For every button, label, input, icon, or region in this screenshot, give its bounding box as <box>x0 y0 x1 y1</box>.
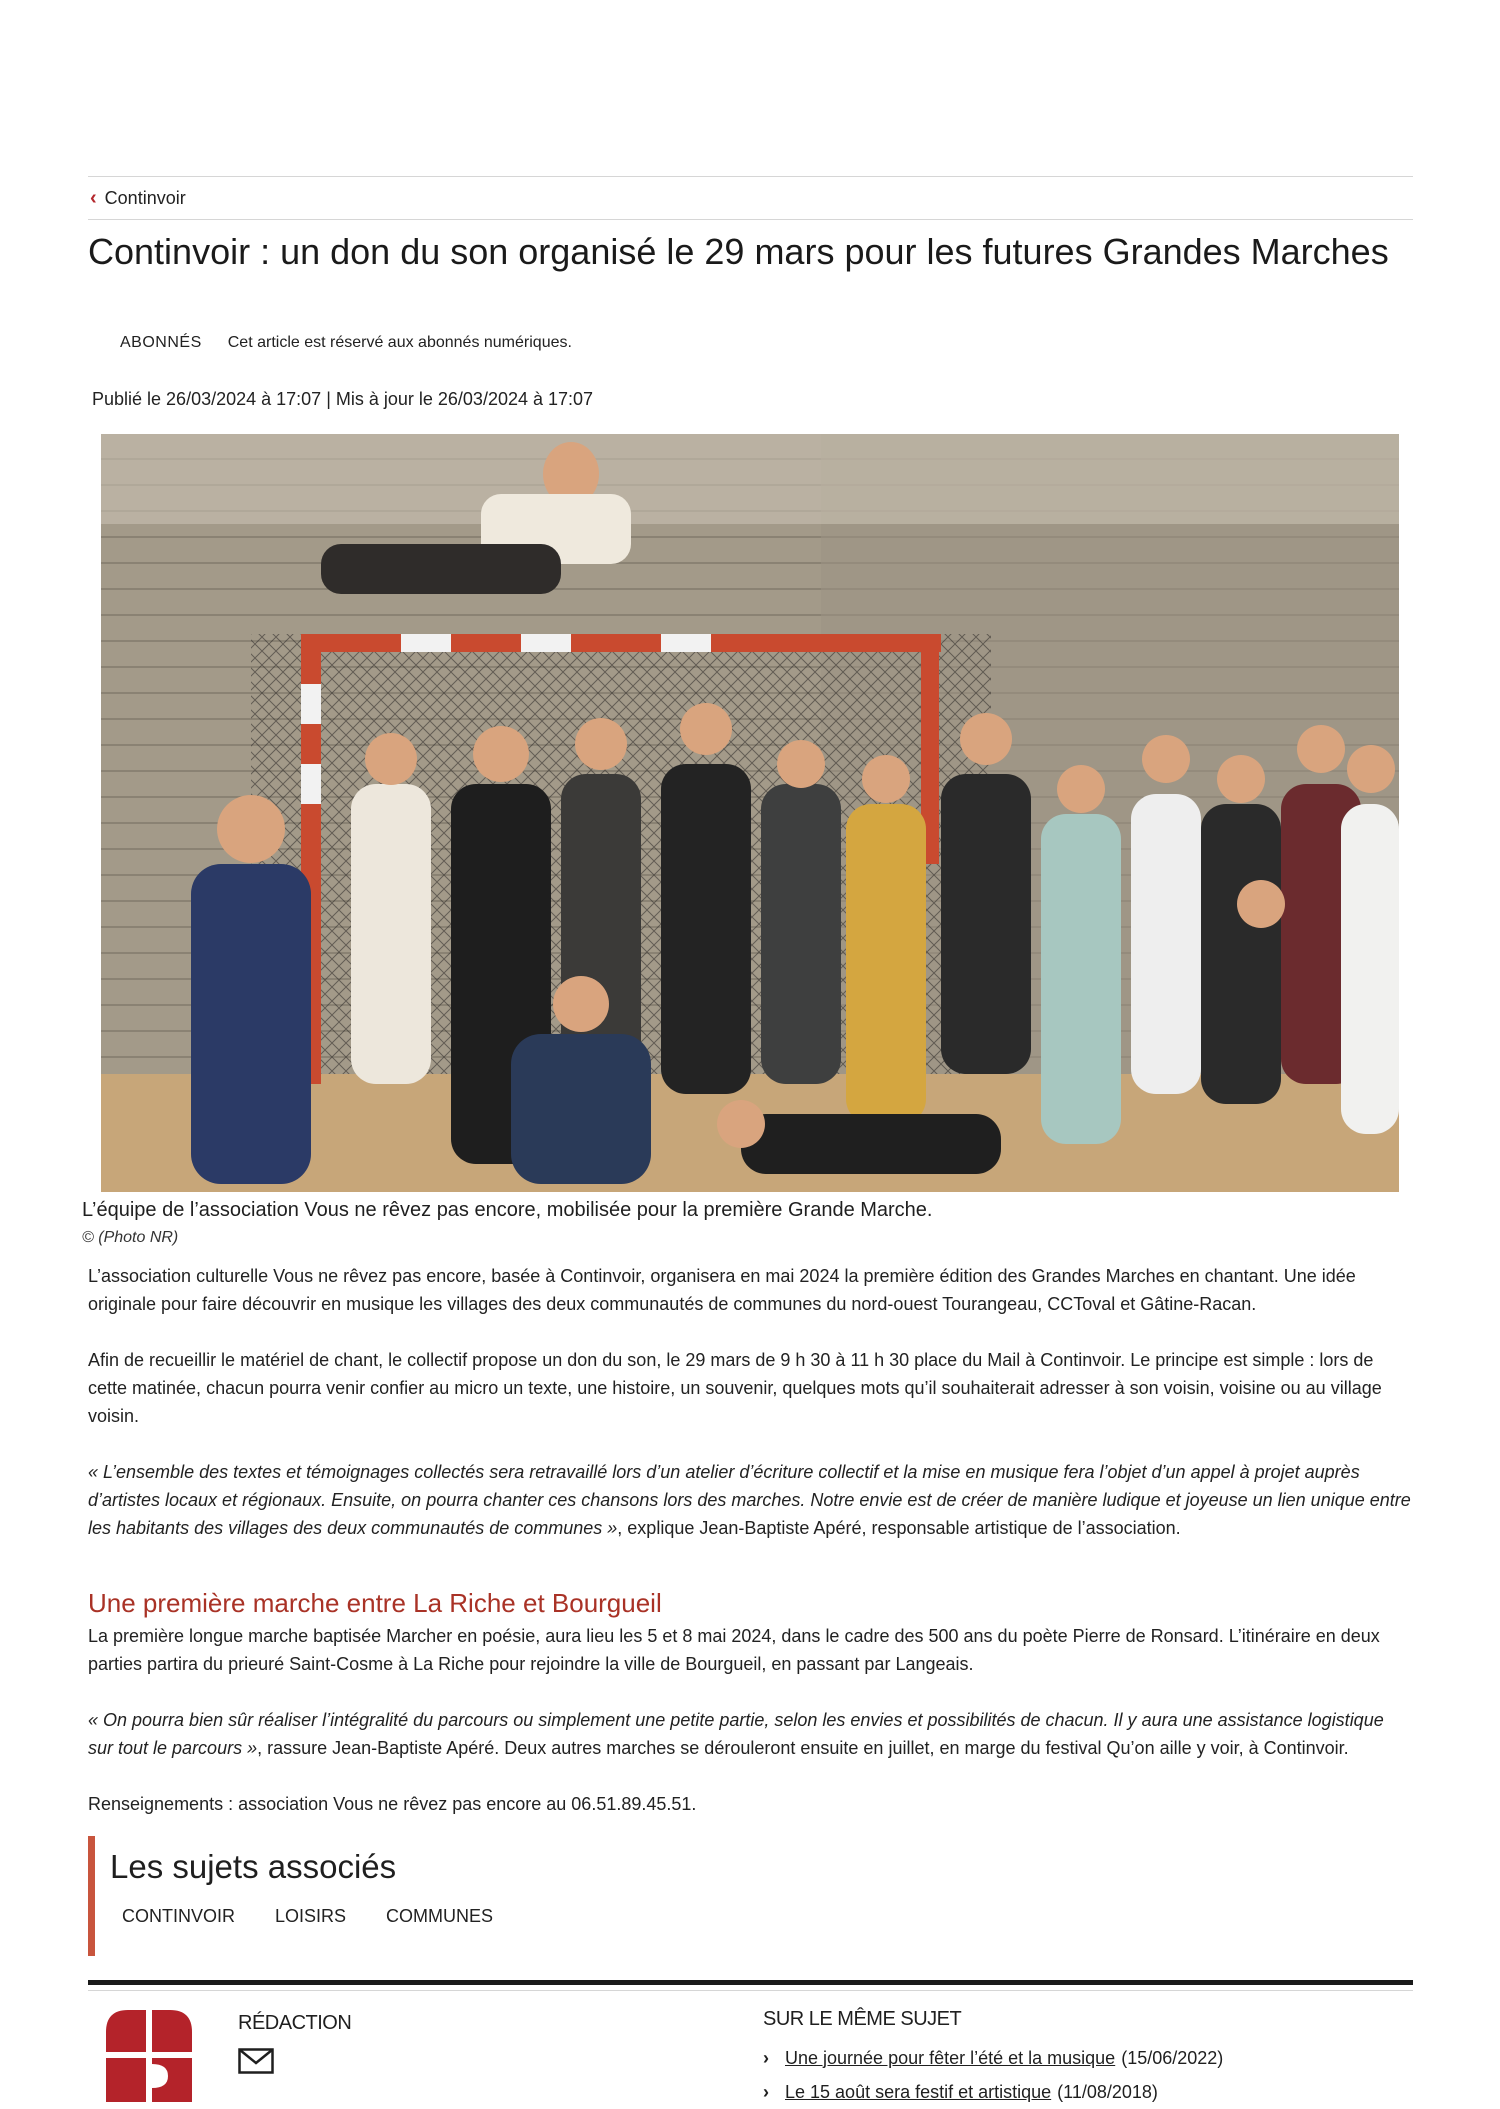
page-title: Continvoir : un don du son organisé le 29 mars pour les futures Grandes Marches <box>88 231 1389 272</box>
newspaper-logo[interactable] <box>106 2010 192 2102</box>
section-heading: Une première marche entre La Riche et Bourgueil <box>88 1588 662 1618</box>
chevron-right-icon: › <box>763 2081 769 2102</box>
breadcrumb[interactable] <box>88 176 1413 220</box>
quote-2: « On pourra bien sûr réaliser l’intégralité du parcours ou simplement une petite partie, selon les envies et possibilités de chacun. Il y aura une assistance logistique sur tout le parcours » <box>88 1710 1384 1758</box>
same-topic-item <box>763 2041 1403 2075</box>
paragraph-1: L’association culturelle Vous ne rêvez pas encore, basée à Continvoir, organisera en mai 2024 la première édition des Grandes Marches en chantant. Une idée originale pour faire découvrir en musique les villages des deux communautés de communes du nord-ouest Tourangeau, CCToval et Gâtine-Racan. <box>88 1266 1356 1314</box>
paragraph-3 <box>88 1458 1413 1542</box>
related-tags <box>122 1906 493 1927</box>
premium-text: Cet article est réservé aux abonnés numériques. <box>227 334 572 351</box>
same-topic-date-2: (11/08/2018) <box>1057 2081 1158 2102</box>
related-title: Les sujets associés <box>110 1848 397 1885</box>
breadcrumb-link[interactable]: Continvoir <box>104 187 186 208</box>
photo-credit: © (Photo NR) <box>82 1229 179 1246</box>
paragraph-2: Afin de recueillir le matériel de chant, le collectif propose un don du son, le 29 mars de 9 h 30 à 11 h 30 place du Mail à Continvoir. Le principe est simple : lors de cette matinée, chacun pourra venir confier au micro un texte, une histoire, un souvenir, quelques mots qu’il souhaiterait adresser à son voisin, voisine ou au village voisin. <box>88 1350 1382 1426</box>
quote-2-attribution: , rassure Jean-Baptiste Apéré. Deux autres marches se dérouleront ensuite en juillet, en marge du festival Qu’on aille y voir, à Continvoir. <box>257 1738 1349 1758</box>
same-topic-item <box>763 2075 1403 2109</box>
footer-divider-thin <box>88 1990 1413 1991</box>
same-topic-link-1[interactable]: Une journée pour fêter l’été et la musique <box>785 2047 1116 2068</box>
same-topic-link-2[interactable]: Le 15 août sera festif et artistique <box>785 2081 1052 2102</box>
premium-badge: ABONNÉS <box>120 334 202 351</box>
same-topic-title: SUR LE MÊME SUJET <box>763 2008 962 2030</box>
tag-continvoir[interactable]: CONTINVOIR <box>122 1906 236 1926</box>
paragraph-4: La première longue marche baptisée Marcher en poésie, aura lieu les 5 et 8 mai 2024, dans le cadre des 500 ans du poète Pierre de Ronsard. L’itinéraire en deux parties partira du prieuré Saint-Cosme à La Riche pour rejoindre la ville de Bourgueil, en passant par Langeais. <box>88 1626 1380 1674</box>
tag-loisirs[interactable]: LOISIRS <box>275 1906 347 1926</box>
paragraph-5 <box>88 1706 1413 1762</box>
group-photo-illustration <box>101 434 1399 1192</box>
chevron-right-icon: › <box>763 2047 769 2068</box>
tag-communes[interactable]: COMMUNES <box>386 1906 494 1926</box>
paragraph-6: Renseignements : association Vous ne rêvez pas encore au 06.51.89.45.51. <box>88 1794 697 1814</box>
same-topic-date-1: (15/06/2022) <box>1121 2047 1224 2068</box>
publish-dates: Publié le 26/03/2024 à 17:07 | Mis à jour le 26/03/2024 à 17:07 <box>92 389 594 409</box>
quote-1-attribution: , explique Jean-Baptiste Apéré, responsable artistique de l’association. <box>617 1518 1181 1538</box>
quote-1: « L’ensemble des textes et témoignages collectés sera retravaillé lors d’un atelier d’écriture collectif et la mise en musique fera l’objet d’un appel à projet auprès d’artistes locaux et régionaux. Ensuite, on pourra chanter ces chansons lors des marches. Notre envie est de créer de manière ludique et joyeuse un lien unique entre les habitants des villages des deux communautés de communes » <box>88 1462 1411 1538</box>
chevron-left-icon: ‹ <box>90 187 97 209</box>
footer-divider <box>88 1980 1413 1985</box>
redaction-label: RÉDACTION <box>238 2012 352 2034</box>
premium-notice <box>120 334 572 352</box>
mail-icon[interactable] <box>238 2048 274 2074</box>
related-topics <box>88 1836 1420 1956</box>
photo-caption: L’équipe de l’association Vous ne rêvez pas encore, mobilisée pour la première Grande Marche. <box>82 1199 933 1221</box>
article-photo <box>101 434 1399 1192</box>
same-topic-section <box>763 2008 1403 2109</box>
